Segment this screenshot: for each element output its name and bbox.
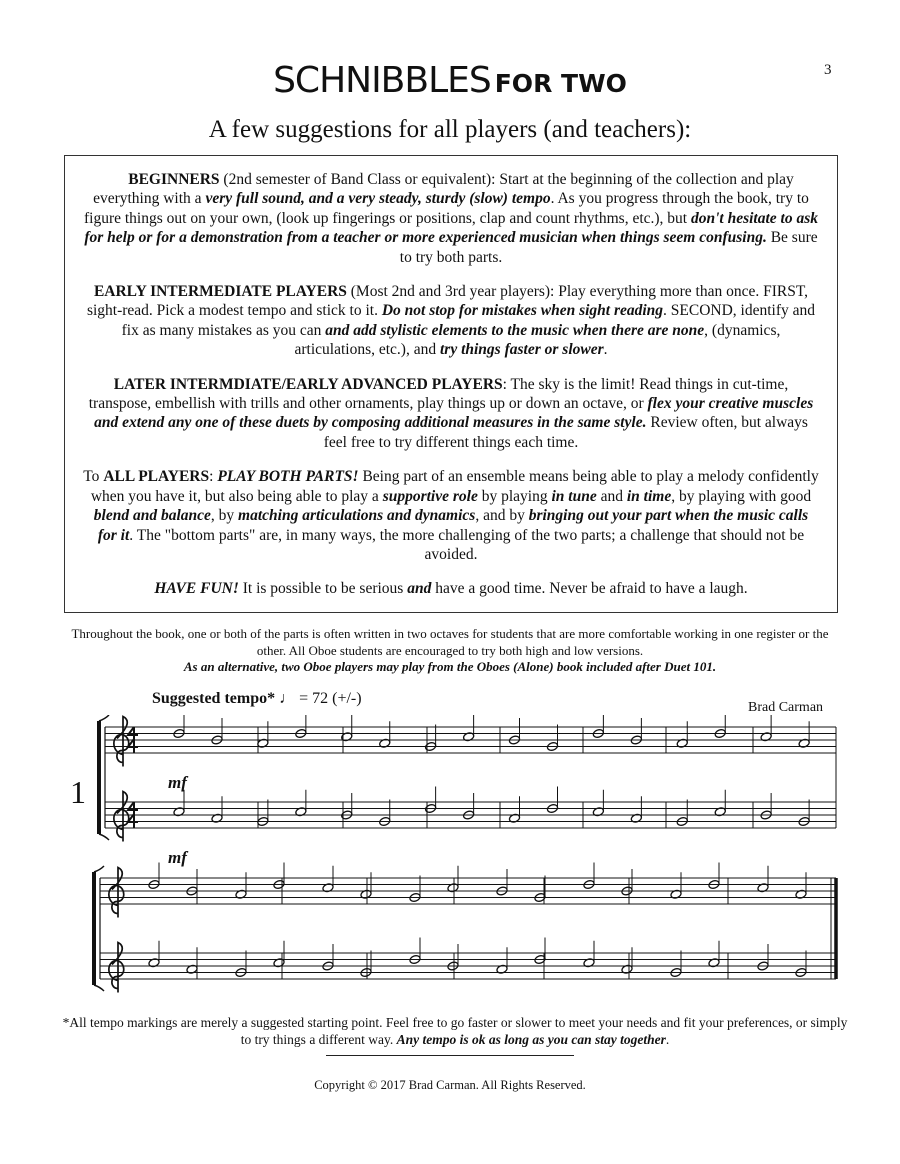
octave-note xyxy=(60,626,840,676)
tempo-value: = 72 (+/-) xyxy=(299,690,362,707)
octave-note-line2: As an alternative, two Oboe players may play from the Oboes (Alone) book included after Duet 101. xyxy=(183,659,717,674)
dynamic-top: mf xyxy=(168,773,187,792)
emphasis-run: blend and balance xyxy=(93,507,211,525)
have-fun-paragraph xyxy=(83,579,819,598)
page-subtitle: A few suggestions for all players (and teachers): xyxy=(208,116,692,143)
text-run: Be sure to try both parts. xyxy=(399,229,818,266)
beginners-heading: BEGINNERS xyxy=(128,171,220,188)
all-players-paragraph xyxy=(83,467,819,564)
text-run: Being part of an ensemble means being able to play a melody confidently when you have it, but also being able to play a xyxy=(90,468,819,505)
emphasis-run: and add stylistic elements to the music when there are none xyxy=(325,321,705,339)
text-run: , by xyxy=(210,507,239,525)
text-run: by playing xyxy=(477,487,552,505)
composer-name: Brad Carman xyxy=(748,700,824,715)
emphasis-run: very full sound, and a very steady, sturdy (slow) tempo xyxy=(205,190,551,208)
text-run: , (dynamics, articulations, etc.), and xyxy=(294,321,781,359)
duet-number: 1 xyxy=(70,774,86,810)
early-intermediate-paragraph xyxy=(83,282,819,360)
emphasis-run: matching articulations and dynamics xyxy=(238,507,476,525)
text-run: , and by xyxy=(475,507,529,525)
later-intermediate-paragraph xyxy=(83,375,819,453)
octave-note-line1: Throughout the book, one or both of the parts is often written in two octaves for students that are more comfortable working in one register or the other. All Oboe students are encouraged to try both high and low versions. xyxy=(71,626,829,658)
text-run: (2nd semester of Band Class or equivalent): Start at the beginning of the collection and play everything with a xyxy=(93,171,794,208)
text-run: To xyxy=(83,468,104,486)
emphasis-run: PLAY BOTH PARTS! xyxy=(217,468,359,486)
page-title xyxy=(0,60,900,101)
tempo-label: Suggested tempo* xyxy=(152,690,276,707)
beginners-paragraph xyxy=(83,170,819,267)
text-run: . The "bottom parts" are, in many ways, the more challenging of the two parts; a challenge that should not be avoided. xyxy=(129,526,805,563)
all-players-heading: ALL PLAYERS xyxy=(103,468,210,486)
copyright-line: Copyright © 2017 Brad Carman. All Rights Reserved. xyxy=(314,1078,586,1092)
quarter-note-icon: ♩ xyxy=(279,690,296,707)
treble-clef-icon xyxy=(109,943,124,993)
later-intermediate-heading: LATER INTERMDIATE/EARLY ADVANCED PLAYERS xyxy=(113,375,503,393)
time-signature-icon xyxy=(128,814,138,828)
emphasis-run: Do not stop for mistakes when sight reading xyxy=(381,302,664,320)
time-signature-icon xyxy=(128,727,138,741)
text-run: and xyxy=(596,487,627,505)
page-number: 3 xyxy=(824,62,832,78)
time-signature-icon xyxy=(128,802,138,816)
text-run: (Most 2nd and 3rd year players): Play everything more than once. FIRST, sight-read. Pick a modest tempo and stick to it. xyxy=(86,283,809,320)
emphasis-run: try things faster or slower xyxy=(439,341,604,359)
emphasis-run: Any tempo is ok as long as you can stay together xyxy=(396,1032,666,1047)
text-run: . xyxy=(665,1032,670,1047)
suggestions-box xyxy=(64,155,838,613)
title-main: SCHNIBBLES xyxy=(273,60,491,101)
text-run: . SECOND, identify and fix as many mistakes as you can xyxy=(121,302,816,339)
footnote-divider xyxy=(326,1055,574,1056)
text-run: Review often, but always feel free to try different things each time. xyxy=(323,414,808,451)
text-run: : The sky is the limit! Read things in cut-time, transpose, embellish with trills and other ornaments, play things up or down an octave, or xyxy=(88,375,789,413)
duet-score xyxy=(0,715,900,1015)
text-run: It is possible to be serious xyxy=(238,580,408,598)
text-run: . As you progress through the book, try to figure things out on your own, (look up fingerings or positions, clap and count rhythms, etc.), but xyxy=(83,190,809,227)
text-run: , by playing with good xyxy=(671,487,812,505)
emphasis-run: don't hesitate to ask for help or for a demonstration from a teacher or more experienced musician when things seem confusing. xyxy=(84,209,819,247)
emphasis-run: and xyxy=(407,580,432,598)
emphasis-run: supportive role xyxy=(382,487,478,505)
early-intermediate-heading: EARLY INTERMEDIATE PLAYERS xyxy=(93,283,347,301)
tempo-marking xyxy=(152,690,362,708)
time-signature-icon xyxy=(128,739,138,753)
text-run: . xyxy=(603,341,608,359)
title-sub: FOR TWO xyxy=(494,69,627,98)
text-run: have a good time. Never be afraid to have a laugh. xyxy=(431,580,748,598)
emphasis-run: flex your creative muscles and extend any one of these duets by composing additional measures in the same style. xyxy=(94,395,814,432)
emphasis-run: bringing out your part when the music calls for it xyxy=(97,507,809,544)
tempo-footnote xyxy=(60,1014,850,1048)
text-run: *All tempo markings are merely a suggested starting point. Feel free to go faster or slower to meet your needs and fit your preferences, or simply to try things a different way. xyxy=(62,1015,848,1047)
emphasis-run: HAVE FUN! xyxy=(154,580,239,598)
text-run: : xyxy=(209,468,218,486)
treble-clef-icon xyxy=(109,868,124,918)
treble-clef-icon xyxy=(114,792,129,842)
dynamic-bottom: mf xyxy=(168,848,187,867)
emphasis-run: in time xyxy=(626,487,672,505)
emphasis-run: in tune xyxy=(551,487,597,505)
treble-clef-icon xyxy=(114,717,129,767)
